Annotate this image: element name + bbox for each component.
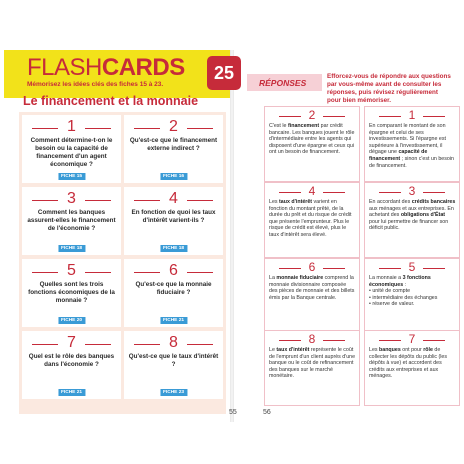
answer-card[interactable] <box>264 258 360 334</box>
answer-card[interactable] <box>264 330 360 406</box>
card-number: 2 <box>124 118 223 136</box>
card-question: Qu'est-ce que le financement externe indirect ? <box>129 137 218 152</box>
function-item: réserve de valeur. <box>372 301 415 308</box>
answer-number: 3 <box>365 184 459 198</box>
answer-text: Les taux d'intérêt varient en fonction du montant prêté, de la durée du prêt et du risque de crédit que présente l'emprunteur. Plus le risque de crédit est élevé, plus le taux d'intérêt sera élevé. <box>269 199 352 238</box>
flashcards-title: FLASHCARDS <box>27 54 185 81</box>
card-number: 4 <box>124 190 223 208</box>
chapter-badge: 25 <box>207 56 241 90</box>
function-item: unité de compte <box>372 288 411 295</box>
page-number-left: 55 <box>229 409 237 416</box>
answer-text: En comparant le montant de son épargne et celui de ses investissements. Si l'épargne est supérieure à l'investissement, il dégage une capacité de financement ; sinon c'est un besoin de financement. <box>369 123 454 169</box>
answers-note: Efforcez-vous de répondre aux questions par vous-même avant de consulter les réponses, puis révisez régulièrement pour bien mémoriser. <box>327 73 451 104</box>
answers-header: RÉPONSES <box>247 74 322 91</box>
question-card[interactable] <box>22 259 121 327</box>
question-card[interactable] <box>22 331 121 399</box>
card-number: 6 <box>124 262 223 280</box>
answer-text: Le taux d'intérêt représente le coût de l'emprunt d'un client auprès d'une banque ou le coût de refinancement des banques sur le marché monétaire. <box>269 347 356 380</box>
card-question: Qu'est-ce que la monnaie fiduciaire ? <box>135 281 212 296</box>
answer-text: La monnaie fiduciaire comprend la monnaie divisionnaire composée des pièces de monnaie et des billets émis par la Banque centrale. <box>269 275 355 301</box>
card-number: 1 <box>22 118 121 136</box>
fiche-tag: FICHE 15 <box>58 173 85 180</box>
flashcards-subtitle: Mémorisez les idées clés des fiches 15 à 23. <box>27 81 164 88</box>
fiche-tag: FICHE 21 <box>160 317 187 324</box>
answer-text: C'est le financement par crédit bancaire. Les banques jouent le rôle d'intermédiaire entre les agents qui disposent d'une épargne et ceux qui ont un besoin de financement. <box>269 123 355 156</box>
question-card[interactable] <box>124 331 223 399</box>
fiche-tag: FICHE 23 <box>160 389 187 396</box>
section-title: Le financement et la monnaie <box>23 94 199 108</box>
answer-text: La monnaie a 3 fonctions économiques : • unité de compte • intermédiaire des échanges • réserve de valeur. <box>369 275 438 308</box>
answer-card[interactable] <box>264 106 360 182</box>
card-question: Quel est le rôle des banques dans l'économie ? <box>28 353 115 368</box>
flashcards-banner <box>4 50 230 98</box>
answer-number: 4 <box>265 184 359 198</box>
fiche-tag: FICHE 18 <box>58 245 85 252</box>
answer-number: 1 <box>365 108 459 122</box>
answer-number: 7 <box>365 332 459 346</box>
answer-number: 6 <box>265 260 359 274</box>
card-number: 5 <box>22 262 121 280</box>
answer-number: 5 <box>365 260 459 274</box>
card-question: Quelles sont les trois fonctions économiques de la monnaie ? <box>28 281 115 304</box>
card-number: 3 <box>22 190 121 208</box>
answer-card[interactable] <box>364 182 460 258</box>
answer-text: En accordant des crédits bancaires aux ménages et aux entreprises. En achetant des obligations d'État pour lui permettre de financer son déficit public. <box>369 199 456 232</box>
answer-card[interactable] <box>364 330 460 406</box>
book-gutter <box>230 50 234 422</box>
page-number-right: 56 <box>263 409 271 416</box>
answer-card[interactable] <box>364 106 460 182</box>
answer-card[interactable] <box>264 182 360 258</box>
function-item: intermédiaire des échanges <box>372 294 438 301</box>
card-question: Qu'est-ce que le taux d'intérêt ? <box>128 353 219 368</box>
question-card[interactable] <box>124 187 223 255</box>
card-question: Comment détermine-t-on le besoin ou la capacité de financement d'un agent économique ? <box>30 137 113 168</box>
question-card[interactable] <box>124 115 223 183</box>
question-card[interactable] <box>22 115 121 183</box>
card-number: 7 <box>22 334 121 352</box>
question-card[interactable] <box>22 187 121 255</box>
question-card[interactable] <box>124 259 223 327</box>
answer-text: Les banques ont pour rôle de collecter les dépôts du public (les dépôts à vue) et accordent des crédits aux entreprises et aux ménages. <box>369 347 448 380</box>
card-question: En fonction de quoi les taux d'intérêt varient-ils ? <box>131 209 216 224</box>
fiche-tag: FICHE 20 <box>58 317 85 324</box>
fiche-tag: FICHE 18 <box>160 245 187 252</box>
fiche-tag: FICHE 21 <box>58 389 85 396</box>
answer-number: 8 <box>265 332 359 346</box>
answer-number: 2 <box>265 108 359 122</box>
fiche-tag: FICHE 16 <box>160 173 187 180</box>
question-grid <box>19 112 226 414</box>
answer-card[interactable] <box>364 258 460 334</box>
card-number: 8 <box>124 334 223 352</box>
card-question: Comment les banques assurent-elles le financement de l'économie ? <box>27 209 116 232</box>
